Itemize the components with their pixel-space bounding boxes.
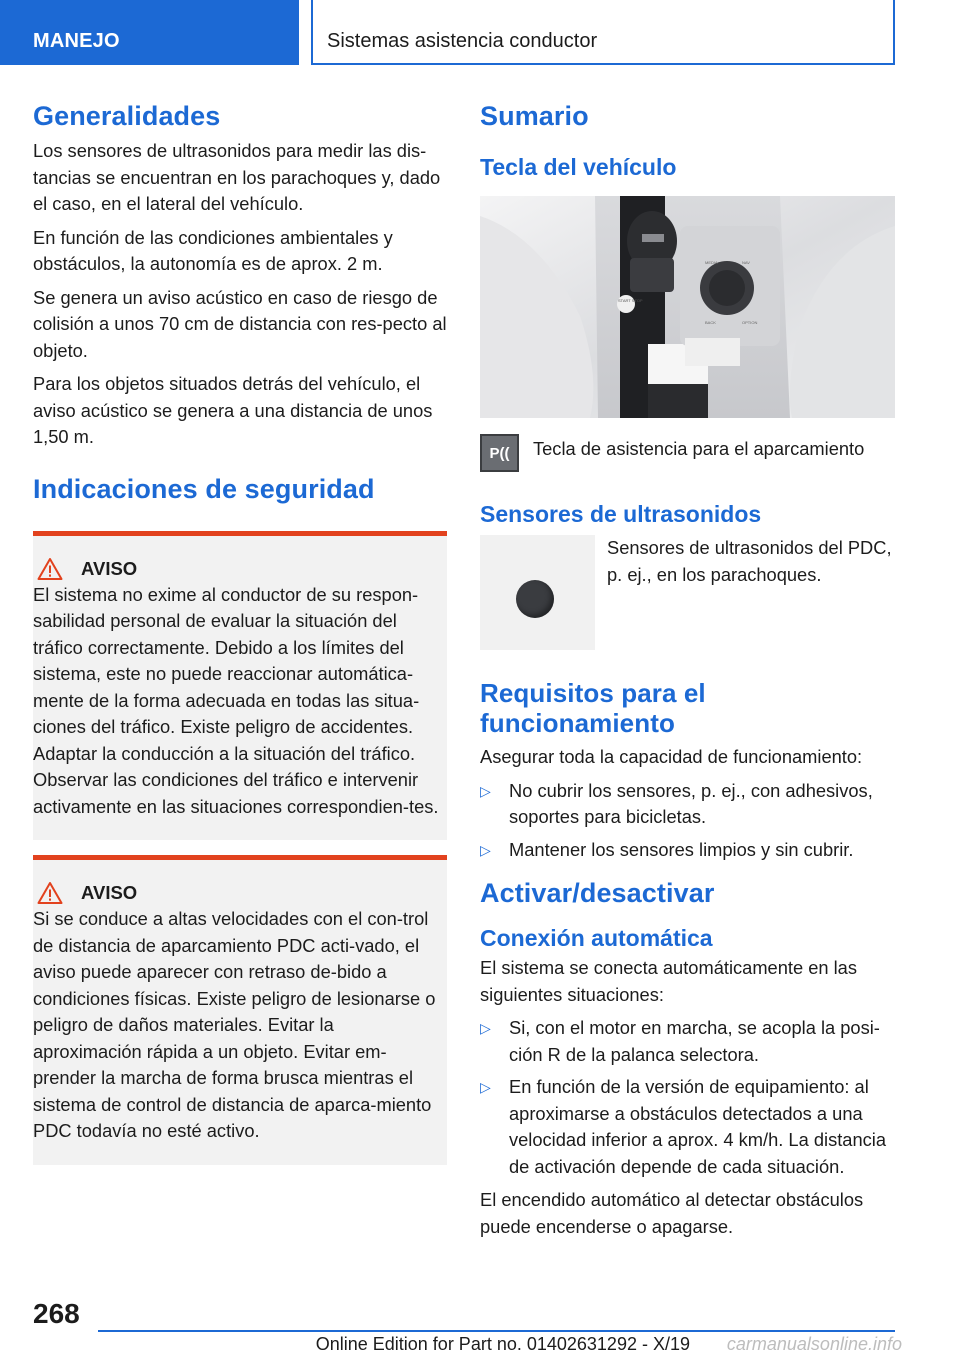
generalidades-paragraph: En función de las condiciones ambientales y obstáculos, la autonomía es de aprox. 2 m.	[33, 226, 393, 274]
conexion-outro: El encendido automático al detectar obstáculos puede encenderse o apagarse.	[480, 1189, 864, 1237]
header-chapter-label: Sistemas asistencia conductor	[327, 30, 598, 52]
warning-triangle-icon	[37, 881, 63, 905]
footer-divider	[98, 1330, 895, 1332]
generalidades-paragraph: Se genera un aviso acústico en caso de riesgo de colisión a unos 70 cm de distancia con res‐pecto al objeto.	[33, 286, 447, 361]
nav-label: NAV	[742, 260, 750, 265]
conexion-heading: Conexión automática	[480, 925, 713, 951]
tecla-caption: Tecla de asistencia para el aparcamiento	[533, 438, 865, 459]
warning-label: AVISO	[81, 557, 138, 579]
generalidades-paragraph: Los sensores de ultrasonidos para medir las dis‐tancias se encuentran en los parachoques y, dado el caso, en el lateral del vehículo.	[33, 140, 441, 214]
warning-text: Si se conduce a altas velocidades con el con‐trol de distancia de aparcamiento PDC acti‐vado, el aviso puede aparecer con retraso de‐bido a condiciones físicas. Existe peligro de lesionarse o peligro de daños materiales. Evitar la aproximación rápida a un objeto. Evitar em‐prender la marcha de forma brusca mientras el sistema de control de distancia de aparca‐miento PDC todavía no esté activo.	[33, 908, 436, 1141]
tecla-legend	[480, 434, 895, 472]
sensor-row	[480, 535, 895, 650]
list-item: ▷ Si, con el motor en marcha, se acopla la posi‐ción R de la palanca selectora.	[480, 1017, 880, 1065]
sensor-dot	[516, 580, 554, 618]
tecla-heading: Tecla del vehículo	[480, 154, 677, 180]
warning-box	[33, 855, 447, 1165]
list-item: ▷ En función de la versión de equipamiento: al aproximarse a obstáculos detectados a una velocidad inferior a aprox. 4 km/h. La distancia de activación depende de cada situación.	[480, 1076, 886, 1177]
media-label: MEDIA	[705, 260, 718, 265]
warning-header	[33, 556, 447, 582]
sensores-heading: Sensores de ultrasonidos	[480, 501, 762, 527]
header-section-tab	[0, 0, 299, 65]
vehicle-console-photo	[480, 196, 895, 418]
generalidades-heading: Generalidades	[33, 101, 221, 131]
console-illustration	[480, 196, 895, 418]
requisitos-intro: Asegurar toda la capacidad de funcionamiento:	[480, 746, 863, 767]
header-chapter-box	[311, 0, 895, 65]
bullet-triangle-icon: ▷	[480, 782, 491, 799]
left-column	[33, 100, 447, 1165]
conexion-list	[480, 1015, 895, 1180]
warning-box	[33, 531, 447, 841]
requisitos-list	[480, 778, 895, 864]
list-item: ▷ Mantener los sensores limpios y sin cubrir.	[480, 837, 895, 864]
warning-label: AVISO	[81, 882, 138, 903]
back-label: BACK	[705, 320, 716, 325]
ultrasonic-sensor-image	[480, 535, 595, 650]
sensores-text: Sensores de ultrasonidos del PDC, p. ej., en los parachoques.	[607, 537, 892, 585]
activar-heading: Activar/desactivar	[480, 878, 715, 908]
bullet-triangle-icon: ▷	[480, 1020, 491, 1036]
warning-text: El sistema no exime al conductor de su respon‐sabilidad personal de evaluar la situación del tráfico correctamente. Debido a los límites del sistema, este no puede reaccionar automática‐mente de la forma adecuada en todas las situa‐ciones del tráfico. Existe peligro de accidentes. Adaptar la conducción a la situación del tráfico. Observar las condiciones del tráfico e intervenir activamente en las situaciones correspondien‐tes.	[33, 583, 439, 817]
list-item: ▷ No cubrir los sensores, p. ej., con adhesivos, soportes para bicicletas.	[480, 779, 873, 827]
footer-edition: Online Edition for Part no. 01402631292 - X/19	[315, 1334, 690, 1354]
requisitos-heading: Requisitos para el funcionamiento	[480, 678, 706, 738]
option-label: OPTION	[742, 320, 758, 325]
header-section-label: MANEJO	[33, 30, 120, 52]
seguridad-heading: Indicaciones de seguridad	[33, 473, 375, 504]
footer-watermark: carmanualsonline.info	[726, 1334, 902, 1354]
start-stop-label: START STOP	[618, 298, 643, 303]
warning-triangle-icon	[37, 557, 63, 581]
warning-header	[33, 880, 447, 906]
park-assist-icon: P((	[480, 434, 519, 472]
generalidades-paragraph: Para los objetos situados detrás del vehículo, el aviso acústico se genera a una distancia de unos 1,50 m.	[33, 373, 433, 447]
conexion-intro: El sistema se conecta automáticamente en las siguientes situaciones:	[480, 957, 857, 1005]
sumario-heading: Sumario	[480, 101, 589, 131]
page-number: 268	[33, 1298, 80, 1329]
right-column	[480, 100, 895, 1247]
bullet-triangle-icon: ▷	[480, 1079, 491, 1095]
bullet-triangle-icon: ▷	[480, 841, 491, 858]
